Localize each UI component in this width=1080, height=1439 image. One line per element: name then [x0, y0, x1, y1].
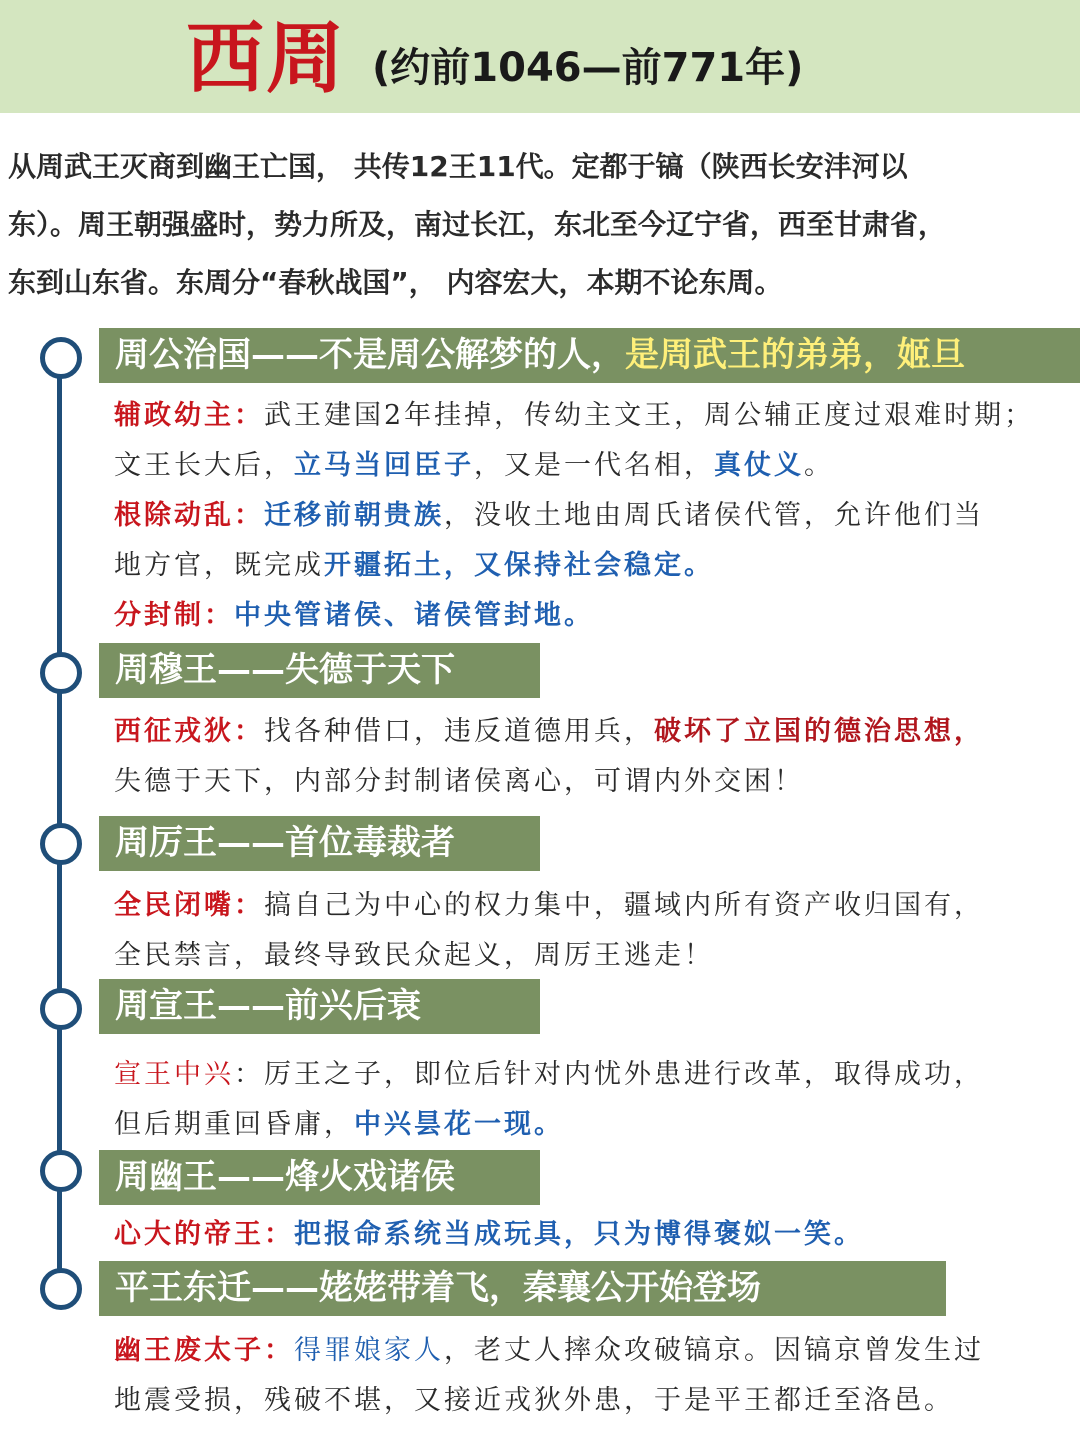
section-header-xuan	[99, 979, 540, 1034]
section-text-line	[114, 1215, 864, 1255]
body-text: 搞自己为中心的权力集中，疆域内所有资产收归国有，	[264, 890, 984, 921]
topic-label: 辅政幼主：	[114, 400, 264, 431]
page-title: 西周	[186, 14, 347, 104]
section-text-line	[114, 1331, 984, 1371]
topic-label: 宣王中兴	[114, 1059, 234, 1090]
section-header-ping	[99, 1261, 946, 1316]
body-text: ，又是一代名相，	[474, 450, 714, 481]
section-header-zhougong	[99, 328, 1080, 383]
timeline-node	[40, 337, 82, 379]
body-text: 武王建国2年挂掉，传幼主文王，周公辅正度过艰难时期；	[264, 400, 1035, 431]
section-text-line	[114, 396, 1034, 436]
section-title: 周幽王——烽火戏诸侯	[115, 1157, 455, 1197]
section-header-mu	[99, 643, 540, 698]
highlight-text: 得罪娘家人	[294, 1335, 444, 1366]
timeline-node	[40, 988, 82, 1030]
section-text-line	[114, 762, 804, 802]
body-text: 全民禁言，最终导致民众起义，周厉王逃走！	[114, 940, 714, 971]
body-text: 。	[804, 450, 834, 481]
page-subtitle: (约前1046—前771年)	[372, 45, 804, 91]
section-title: 周宣王——前兴后衰	[115, 986, 421, 1026]
body-text: 文王长大后，	[114, 450, 294, 481]
topic-label: 幽王废太子：	[114, 1335, 294, 1366]
topic-label: 心大的帝王：	[114, 1219, 294, 1250]
intro-line: 东）。周王朝强盛时，势力所及，南过长江，东北至今辽宁省，西至甘肃省，	[8, 208, 947, 241]
timeline-node	[40, 1268, 82, 1310]
body-text: 失德于天下，内部分封制诸侯离心，可谓内外交困！	[114, 766, 804, 797]
section-title-highlight: 是周武王的弟弟，姬旦	[625, 335, 965, 375]
intro-line: 从周武王灭商到幽王亡国， 共传12王11代。定都于镐（陕西长安沣河以	[8, 150, 908, 183]
body-text: ：厉王之子，即位后针对内忧外患进行改革，取得成功，	[234, 1059, 984, 1090]
section-text-line	[114, 546, 714, 586]
section-text-line	[114, 936, 714, 976]
timeline-line	[57, 355, 62, 1285]
body-text: ，没收土地由周氏诸侯代管，允许他们当	[444, 500, 984, 531]
section-text-line	[114, 596, 594, 636]
section-title: 周公治国——不是周公解梦的人，	[115, 335, 625, 375]
body-text: 找各种借口，违反道德用兵，	[264, 716, 654, 747]
section-text-line	[114, 1105, 564, 1145]
intro-paragraph	[8, 138, 1074, 312]
section-text-line	[114, 1055, 984, 1095]
section-header-you	[99, 1150, 540, 1205]
section-title: 周厉王——首位毒裁者	[115, 823, 455, 863]
body-text: 地震受损，残破不堪，又接近戎狄外患，于是平王都迁至洛邑。	[114, 1385, 954, 1416]
topic-label: 全民闭嘴：	[114, 890, 264, 921]
highlight-text: 立马当回臣子	[294, 450, 474, 481]
topic-label: 西征戎狄：	[114, 716, 264, 747]
highlight-text: 迁移前朝贵族	[264, 500, 444, 531]
timeline-node	[40, 652, 82, 694]
section-title: 周穆王——失德于天下	[115, 650, 455, 690]
section-text-line	[114, 496, 984, 536]
highlight-text: 开疆拓土，又保持社会稳定。	[324, 550, 714, 581]
timeline-node	[40, 823, 82, 865]
highlight-text: 破坏了立国的德治思想，	[654, 716, 984, 747]
body-text: 地方官，既完成	[114, 550, 324, 581]
section-text-line	[114, 712, 984, 752]
section-text-line	[114, 886, 984, 926]
topic-label: 根除动乱：	[114, 500, 264, 531]
title-banner	[0, 0, 1080, 113]
intro-line: 东到山东省。东周分“春秋战国”， 内容宏大，本期不论东周。	[8, 266, 783, 299]
highlight-text: 中兴昙花一现。	[354, 1109, 564, 1140]
section-text-line	[114, 1381, 954, 1421]
highlight-text: 把报命系统当成玩具，只为博得褒姒一笑。	[294, 1219, 864, 1250]
highlight-text: 中央管诸侯、诸侯管封地。	[234, 600, 594, 631]
body-text: ，老丈人摔众攻破镐京。因镐京曾发生过	[444, 1335, 984, 1366]
section-header-li	[99, 816, 540, 871]
section-text-line	[114, 446, 834, 486]
timeline-node	[40, 1150, 82, 1192]
body-text: 但后期重回昏庸，	[114, 1109, 354, 1140]
highlight-text: 真仗义	[714, 450, 804, 481]
topic-label: 分封制：	[114, 600, 234, 631]
section-title: 平王东迁——姥姥带着飞，秦襄公开始登场	[115, 1268, 761, 1308]
